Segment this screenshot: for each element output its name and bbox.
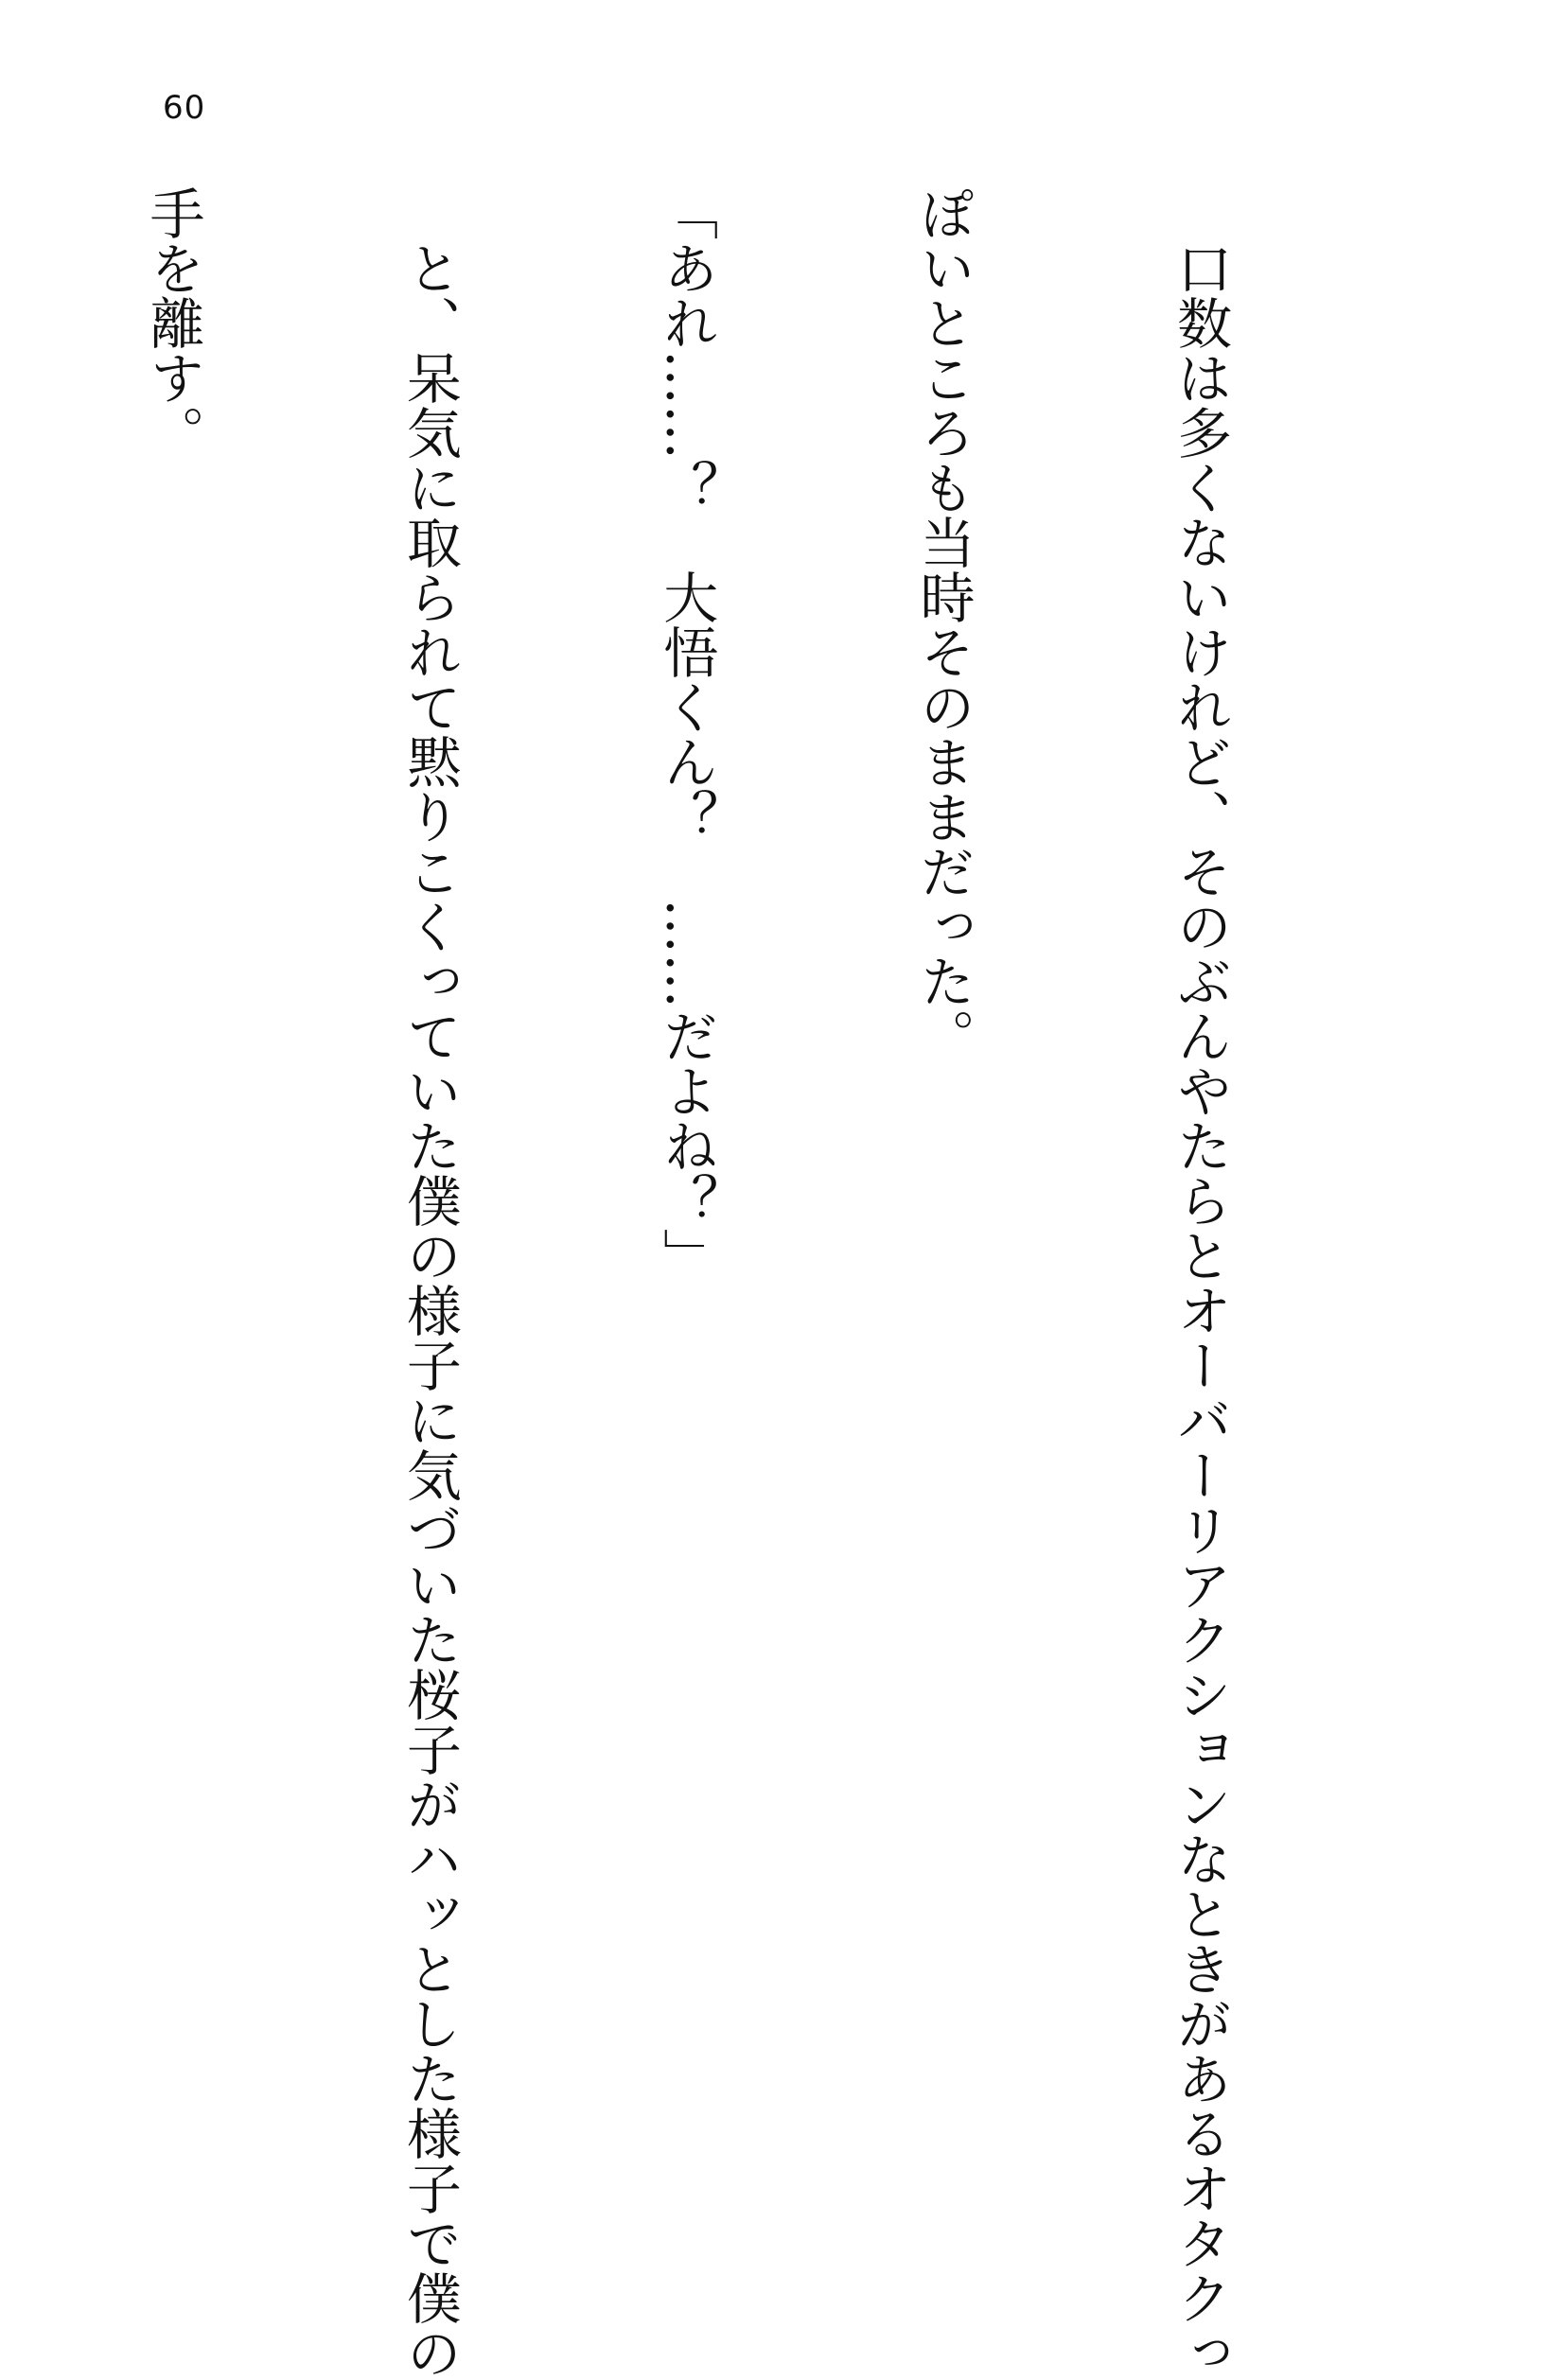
text-line: 口数は多くないけれど、そのぶんやたらとオーバーリアクションなときがあるオタクっ [1168,185,1233,2380]
page-number: 60 [163,89,206,127]
vertical-text-body [0,185,1414,2380]
text-line: と、呆気に取られて黙りこくっていた僕の様子に気づいた桜子がハッとした様子で僕の [396,185,462,2380]
text-line: ぽいところも当時そのままだった。 [910,185,976,1063]
text-line: 手を離す。 [140,185,205,460]
text-line: 「あれ……？ 大悟くん？ ……だよね？」 [654,185,719,1283]
